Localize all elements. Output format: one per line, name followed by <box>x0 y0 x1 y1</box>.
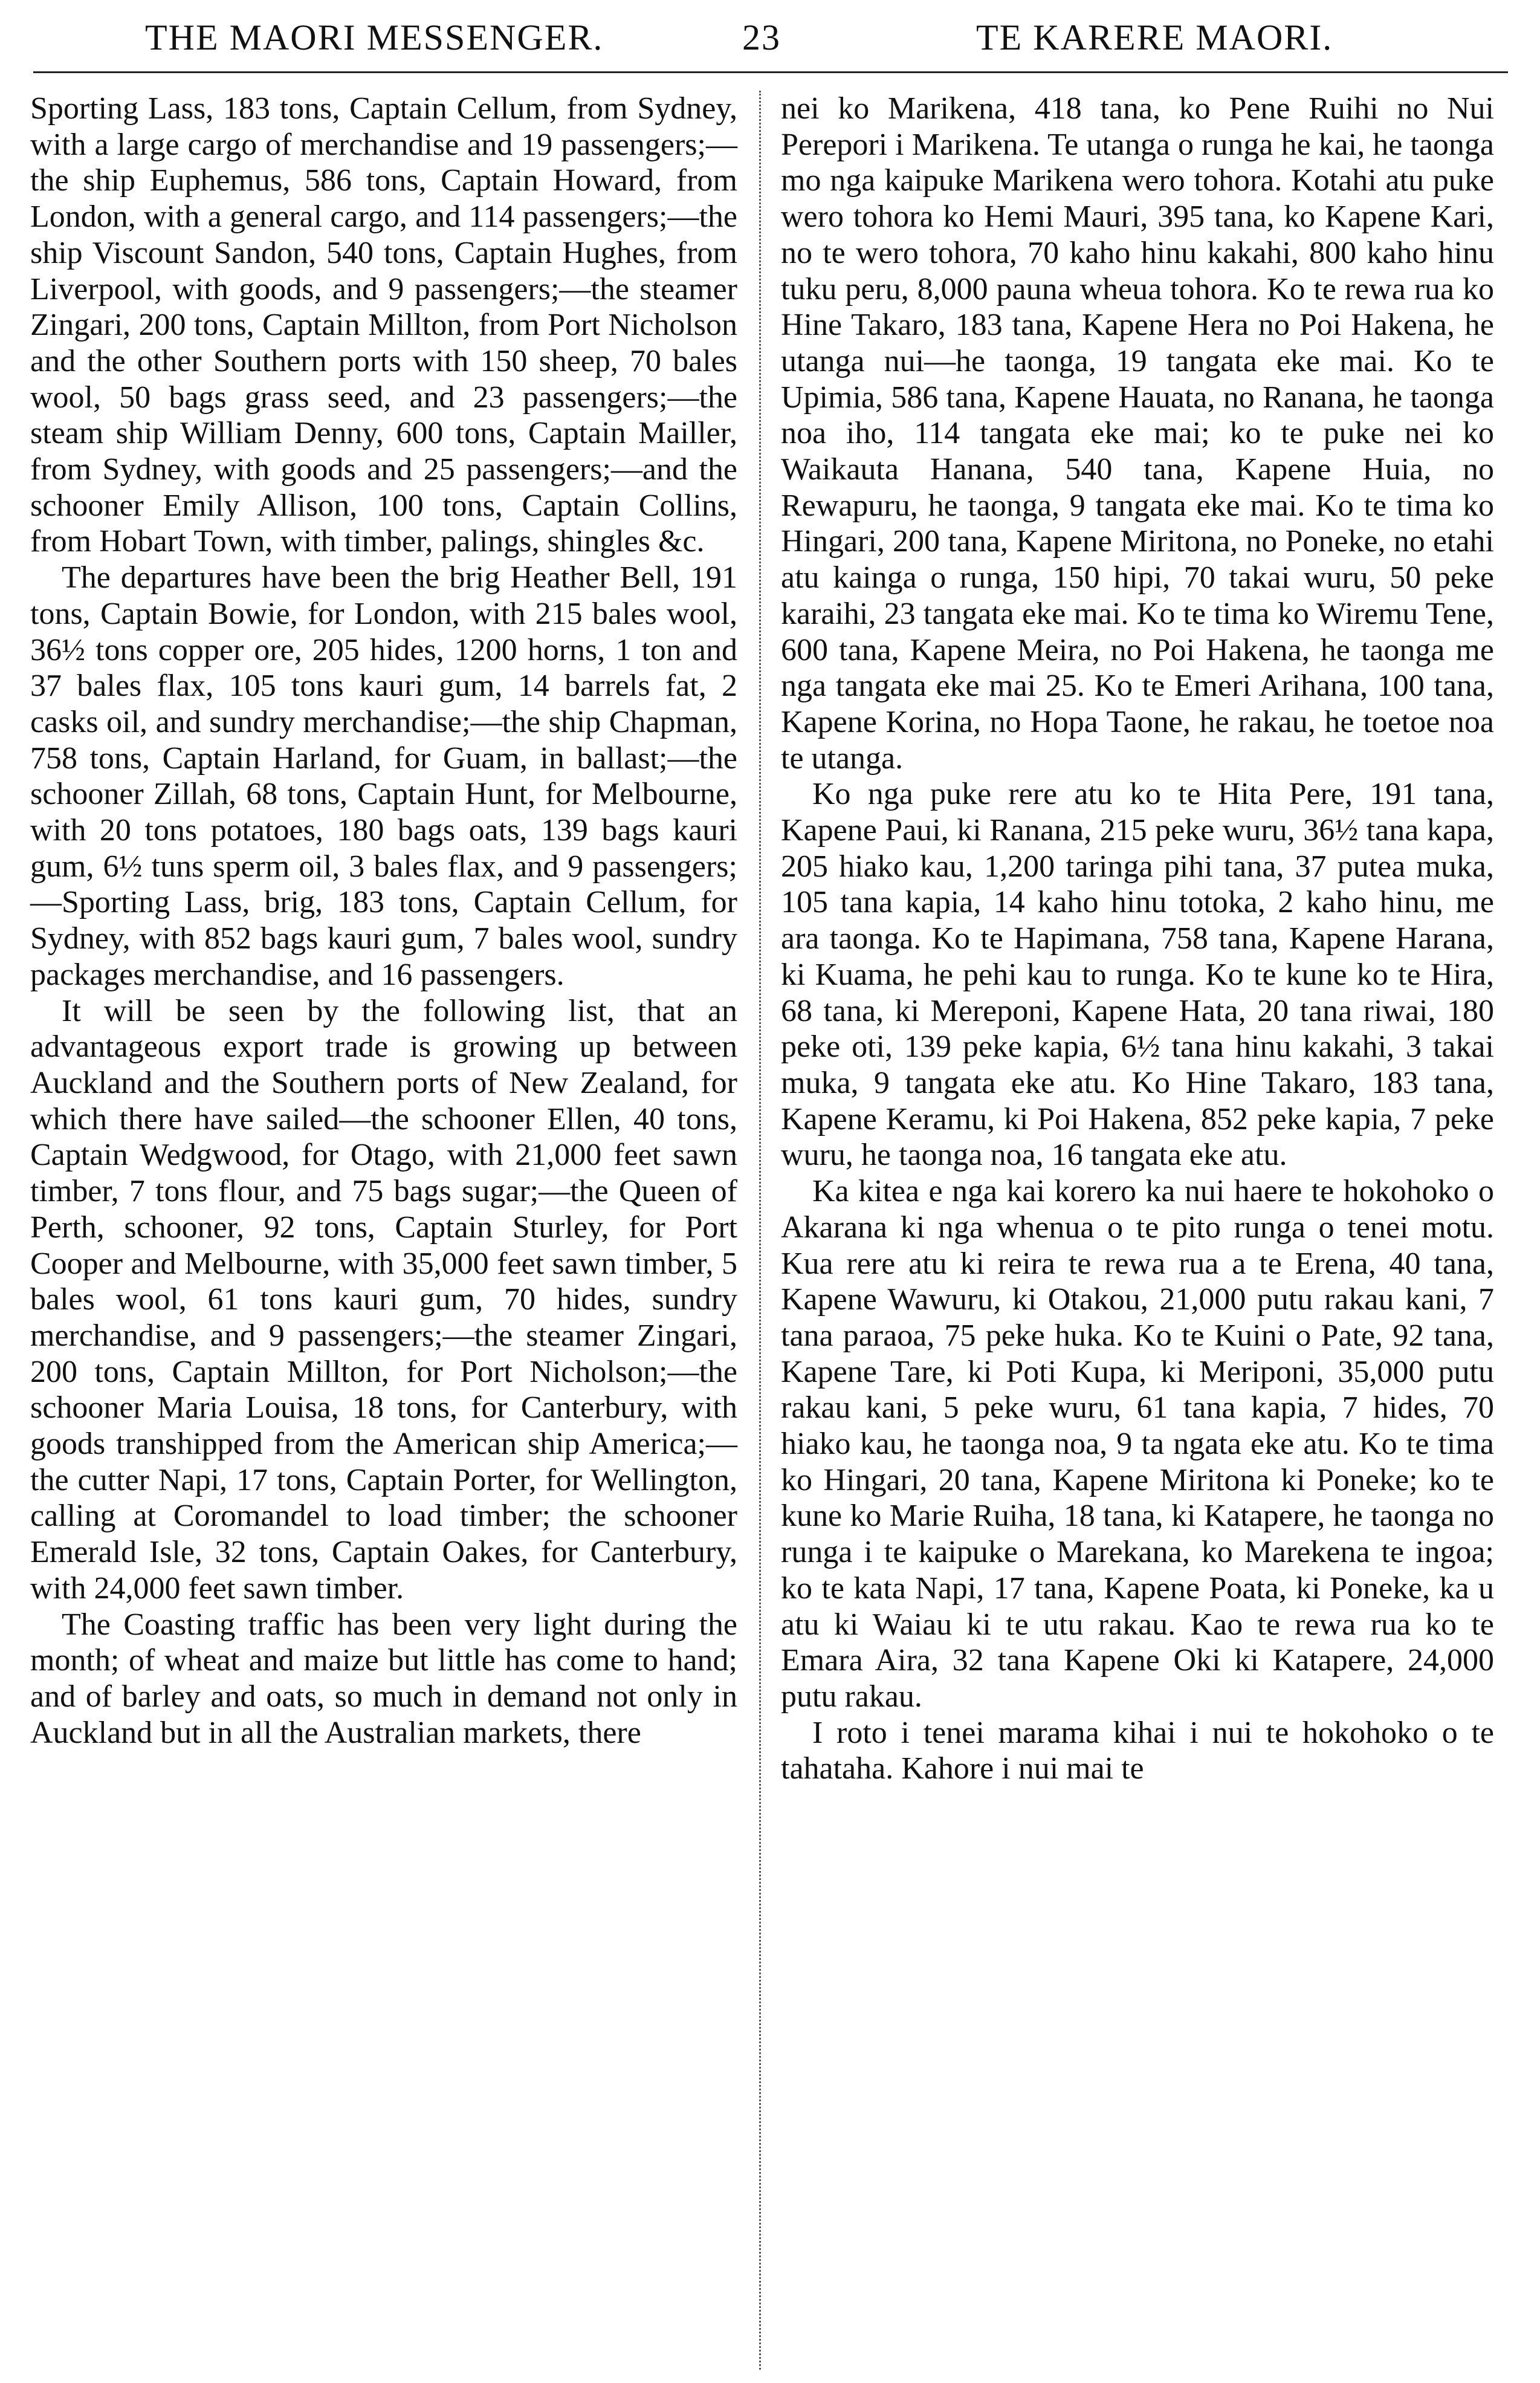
maori-paragraph-departures: Ko nga puke rere atu ko te Hita Pere, 191 tana, Kapene Paui, ki Ranana, 215 peke wuru, 36½ tana kapa, 205 hiako kau, 1,200 taringa pihi tana, 37 putea muka, 105 tana kapia, 14 kaho hinu totoka, 2 kaho hinu, me ara taonga. Ko te Hapimana, 758 tana, Kapene Harana, ki Kuama, he pehi kau to runga. Ko te kune ko te Hira, 68 tana, ki Mereponi, Kapene Hata, 20 tana riwai, 180 peke oti, 139 peke kapia, 6½ tana hinu kakahi, 3 takai muka, 9 tangata eke atu. Ko Hine Takaro, 183 tana, Kapene Keramu, ki Poi Hakena, 852 peke kapia, 7 peke wuru, he taonga noa, 16 tangata eke atu. <box>781 777 1494 1173</box>
maori-paragraph-coasting-traffic: I roto i tenei marama kihai i nui te hokohoko o te tahataha. Kahore i nui mai te <box>781 1715 1494 1786</box>
header-rule <box>33 71 1508 73</box>
english-paragraph-shipping-arrivals: Sporting Lass, 183 tons, Captain Cellum, from Sydney, with a large cargo of merchandise and 19 passengers;—the ship Euphemus, 586 tons, Captain Howard, from London, with a general cargo, and 114 passengers;—the ship Viscount Sandon, 540 tons, Captain Hughes, from Liverpool, with goods, and 9 passengers;—the steamer Zingari, 200 tons, Captain Millton, from Port Nicholson and the other Southern ports with 150 sheep, 70 bales wool, 50 bags grass seed, and 23 passengers;—the steam ship William Denny, 600 tons, Captain Mailler, from Sydney, with goods and 25 passengers;—and the schooner Emily Allison, 100 tons, Captain Collins, from Hobart Town, with timber, palings, shingles &c. <box>30 91 737 559</box>
maori-column <box>781 91 1494 1787</box>
english-masthead: THE MAORI MESSENGER. <box>145 18 604 57</box>
english-paragraph-export-trade: It will be seen by the following list, that an advantageous export trade is growing up between Auckland and the Southern ports of New Zealand, for which there have sailed—the schooner Ellen, 40 tons, Captain Wedgwood, for Otago, with 21,000 feet sawn timber, 7 tons flour, and 75 bags sugar;—the Queen of Perth, schooner, 92 tons, Captain Sturley, for Port Cooper and Melbourne, with 35,000 feet sawn timber, 5 bales wool, 61 tons kauri gum, 70 hides, sundry merchandise, and 9 passengers;—the steamer Zingari, 200 tons, Captain Millton, for Port Nicholson;—the schooner Maria Louisa, 18 tons, for Canterbury, with goods transhipped from the American ship America;—the cutter Napi, 17 tons, Captain Porter, for Wellington, calling at Coromandel to load timber; the schooner Emerald Isle, 32 tons, Captain Oakes, for Canterbury, with 24,000 feet sawn timber. <box>30 993 737 1606</box>
english-paragraph-departures: The departures have been the brig Heather Bell, 191 tons, Captain Bowie, for London, with 215 bales wool, 36½ tons copper ore, 205 hides, 1200 horns, 1 ton and 37 bales flax, 105 tons kauri gum, 14 barrels fat, 2 casks oil, and sundry merchandise;—the ship Chapman, 758 tons, Captain Harland, for Guam, in ballast;—the schooner Zillah, 68 tons, Captain Hunt, for Melbourne, with 20 tons potatoes, 180 bags oats, 139 bags kauri gum, 6½ tuns sperm oil, 3 bales flax, and 9 passengers;—Sporting Lass, brig, 183 tons, Captain Cellum, for Sydney, with 852 bags kauri gum, 7 bales wool, sundry packages merchandise, and 16 passengers. <box>30 560 737 992</box>
maori-paragraph-arrivals: nei ko Marikena, 418 tana, ko Pene Ruihi no Nui Perepori i Marikena. Te utanga o runga he kai, he taonga mo nga kaipuke Marikena wero tohora. Kotahi atu puke wero tohora ko Hemi Mauri, 395 tana, ko Kapene Kari, no te wero tohora, 70 kaho hinu kakahi, 800 kaho hinu tuku peru, 8,000 pauna wheua tohora. Ko te rewa rua ko Hine Takaro, 183 tana, Kapene Hera no Poi Hakena, he utanga nui—he taonga, 19 tangata eke mai. Ko te Upimia, 586 tana, Kapene Hauata, no Ranana, he taonga noa iho, 114 tangata eke mai; ko te puke nei ko Waikauta Hanana, 540 tana, Kapene Huia, no Rewapuru, he taonga, 9 tangata eke mai. Ko te tima ko Hingari, 200 tana, Kapene Miritona, no Poneke, no etahi atu kainga o runga, 150 hipi, 70 takai wuru, 50 peke karaihi, 23 tangata eke mai. Ko te tima ko Wiremu Tene, 600 tana, Kapene Meira, no Poi Hakena, he taonga me nga tangata eke mai 25. Ko te Emeri Arihana, 100 tana, Kapene Korina, no Hopa Taone, he rakau, he toetoe noa te utanga. <box>781 91 1494 776</box>
page-header <box>0 11 1540 77</box>
maori-paragraph-export-trade: Ka kitea e nga kai korero ka nui haere te hokohoko o Akarana ki nga whenua o te pito runga o tenei motu. Kua rere atu ki reira te rewa rua a te Erena, 40 tana, Kapene Wawuru, ki Otakou, 21,000 putu rakau kani, 7 tana paraoa, 75 peke huka. Ko te Kuini o Pate, 92 tana, Kapene Tare, ki Poti Kupa, ki Meriponi, 35,000 putu rakau kani, 5 peke wuru, 61 tana kapia, 7 hides, 70 hiako kau, he taonga noa, 9 ta ngata eke atu. Ko te tima ko Hingari, 20 tana, Kapene Miritona ki Poneke; ko te kune ko Marie Ruiha, 18 tana, ki Katapere, he taonga no runga i te kaipuke o Marekana, ko Marekena te ingoa; ko te kata Napi, 17 tana, Kapene Poata, ki Poneke, ka u atu ki Waiau ki te utu rakau. Kao te rewa rua ko te Emara Aira, 32 tana Kapene Oki ki Katapere, 24,000 putu rakau. <box>781 1174 1494 1714</box>
column-divider <box>759 91 761 2370</box>
page-number: 23 <box>742 18 781 57</box>
english-paragraph-coasting-traffic: The Coasting traffic has been very light during the month; of wheat and maize but little has come to hand; and of barley and oats, so much in demand not only in Auckland but in all the Australian markets, there <box>30 1607 737 1750</box>
maori-masthead: TE KARERE MAORI. <box>976 18 1333 57</box>
english-column <box>30 91 737 1751</box>
